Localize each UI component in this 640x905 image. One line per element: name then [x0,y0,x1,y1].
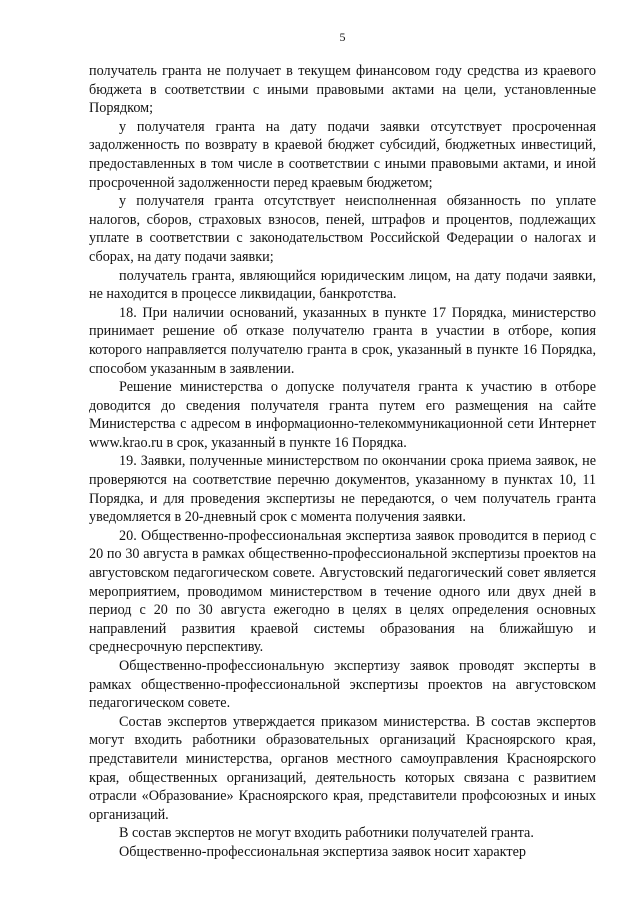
paragraph-expert-exclusion: В состав экспертов не могут входить работники получателей гранта. [119,825,534,842]
paragraph-expertise-nature: Общественно-профессиональная экспертиза заявок носит характер [119,843,526,860]
paragraph-not-in-liquidation: получатель гранта, являющийся юридическим лицом, на дату подачи заявки, не находится в процессе ликвидации, банкротства. [89,267,596,303]
paragraph-expert-composition: Состав экспертов утверждается приказом министерства. В состав экспертов могут входить работники образовательных организаций Красноярского края, представители министерства, органов местного самоуправления Красноярского края, общественных организаций, деятельность которых связана с развитием отрасли «Образование» Красноярского края, представители профсоюзных и иных организаций. [89,713,596,823]
paragraph-admission-decision: Решение министерства о допуске получателя гранта к участию в отборе доводится до сведения получателя гранта путем его размещения на сайте Министерства с адресом в информационно-телекоммуникационной сети Интернет www.krao.ru в срок, указанный в пункте 16 Порядка. [89,379,596,451]
paragraph-experts-conduct: Общественно-профессиональную экспертизу заявок проводят эксперты в рамках общественно-профессиональной экспертизы проектов на августовском педагогическом совете. [89,658,596,712]
paragraph-clause-18: 18. При наличии оснований, указанных в пункте 17 Порядка, министерство принимает решение об отказе получателю гранта в участии в отборе, копия которого направляется получателю гранта в срок, указанный в пункте 16 Порядка, способом указанным в заявлении. [89,304,596,377]
page-number: 5 [339,30,346,44]
paragraph-clause-20: 20. Общественно-профессиональная экспертиза заявок проводится в период с 20 по 30 августа в рамках общественно-профессиональной экспертизы проектов на августовском педагогическом совете. Августовский педагогический совет является мероприятием, проводимом министерством в течение одного или двух дней в период с 20 по 30 августа ежегодно в целях в целях определения основных направлений развития краевой системы образования на ближайшую и среднесрочную перспективу. [89,527,596,656]
paragraph-no-overdue-debt: у получателя гранта на дату подачи заявки отсутствует просроченная задолженность по возврату в краевой бюджет субсидий, бюджетных инвестиций, предоставленных в том числе в соответствии с иными правовыми актами, и иной просроченной задолженности перед краевым бюджетом; [89,118,596,191]
paragraph-grant-no-other-funds: получатель гранта не получает в текущем финансовом году средства из краевого бюджета в соответствии с иными правовыми актами на цели, установленные Порядком; [89,63,596,117]
paragraph-no-tax-obligations: у получателя гранта отсутствует неисполненная обязанность по уплате налогов, сборов, страховых взносов, пеней, штрафов и процентов, подлежащих уплате в соответствии с законодательством Российской Федерации о налогах и сборах, на дату подачи заявки; [89,193,596,265]
paragraph-clause-19: 19. Заявки, полученные министерством по окончании срока приема заявок, не проверяются на соответствие перечню документов, указанному в пунктах 10, 11 Порядка, и для проведения экспертизы не передаются, о чем получатель гранта уведомляется в 20-дневный срок с момента получения заявки. [89,453,596,526]
